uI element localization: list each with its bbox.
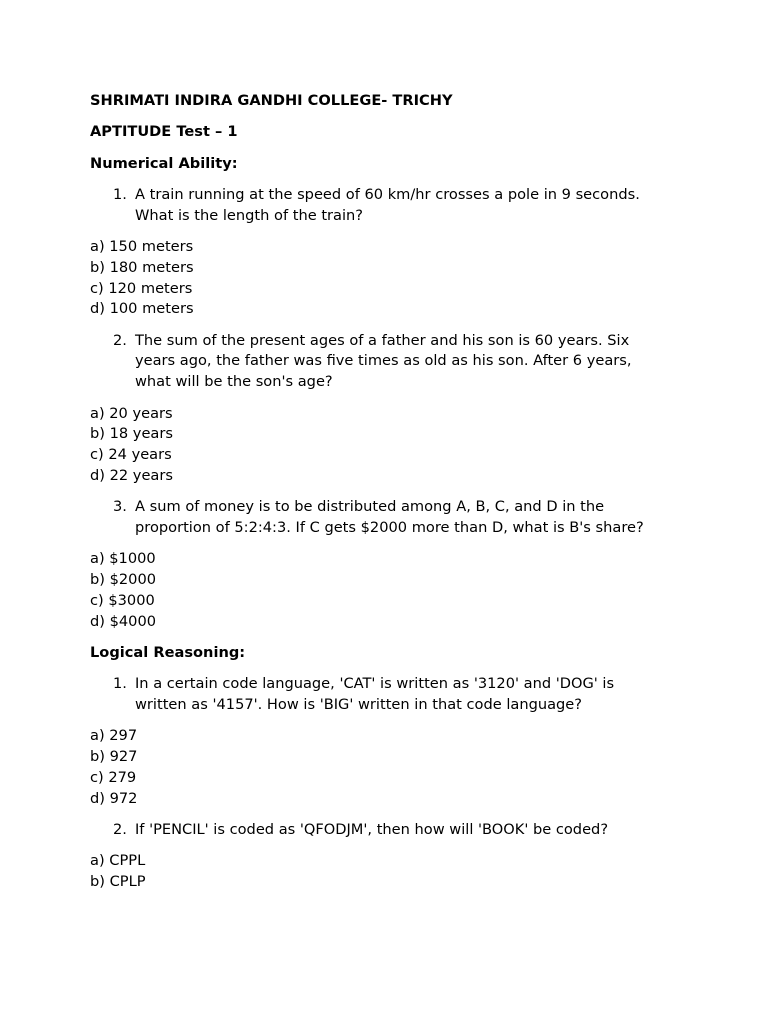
answer-option: c) $3000: [90, 591, 155, 609]
answer-option: c) 279: [90, 769, 137, 787]
answer-option: c) 120 meters: [90, 279, 193, 297]
answer-option: b) 180 meters: [90, 258, 194, 276]
answer-option: a) $1000: [90, 550, 156, 568]
answer-option: d) $4000: [90, 612, 157, 630]
question-item: [113, 820, 663, 841]
question-text: In a certain code language, 'CAT' is written as '3120' and 'DOG' is written as '4157'. How is 'BIG' written in that code language?: [135, 675, 615, 714]
answer-option: b) 18 years: [90, 425, 173, 443]
section-title-logical-reasoning: Logical Reasoning:: [90, 644, 246, 662]
answer-option: a) CPPL: [90, 852, 146, 870]
answer-option: b) CPLP: [90, 873, 146, 891]
question-item: [113, 185, 663, 227]
question-number: 2.: [113, 331, 127, 349]
test-title: APTITUDE Test – 1: [90, 123, 238, 141]
answer-options: [90, 404, 678, 487]
answer-option: c) 24 years: [90, 446, 172, 464]
question-number: 2.: [113, 821, 127, 839]
question-number: 1.: [113, 675, 127, 693]
question-text: A train running at the speed of 60 km/hr crosses a pole in 9 seconds. What is the length of the train?: [135, 185, 640, 224]
question-text: The sum of the present ages of a father and his son is 60 years. Six years ago, the father was five times as old as his son. After 6 years, what will be the son's age?: [135, 331, 632, 391]
question-item: [113, 497, 663, 539]
answer-options: [90, 851, 678, 893]
answer-option: a) 150 meters: [90, 237, 194, 255]
question-text: A sum of money is to be distributed among A, B, C, and D in the proportion of 5:2:4:3. If C gets $2000 more than D, what is B's share?: [135, 498, 644, 537]
answer-options: [90, 237, 678, 320]
question-text: If 'PENCIL' is coded as 'QFODJM', then how will 'BOOK' be coded?: [135, 821, 609, 839]
answer-options: [90, 726, 678, 809]
answer-option: b) 927: [90, 748, 138, 766]
answer-option: a) 297: [90, 727, 138, 745]
answer-option: b) $2000: [90, 571, 157, 589]
question-number: 1.: [113, 185, 127, 203]
answer-option: d) 972: [90, 789, 138, 807]
answer-option: d) 100 meters: [90, 300, 194, 318]
answer-option: d) 22 years: [90, 466, 173, 484]
question-item: [113, 674, 663, 716]
answer-options: [90, 549, 678, 632]
section-title-numerical-ability: Numerical Ability:: [90, 154, 238, 172]
question-number: 3.: [113, 498, 127, 516]
question-item: [113, 331, 663, 393]
college-name: SHRIMATI INDIRA GANDHI COLLEGE- TRICHY: [90, 92, 453, 109]
answer-option: a) 20 years: [90, 404, 173, 422]
